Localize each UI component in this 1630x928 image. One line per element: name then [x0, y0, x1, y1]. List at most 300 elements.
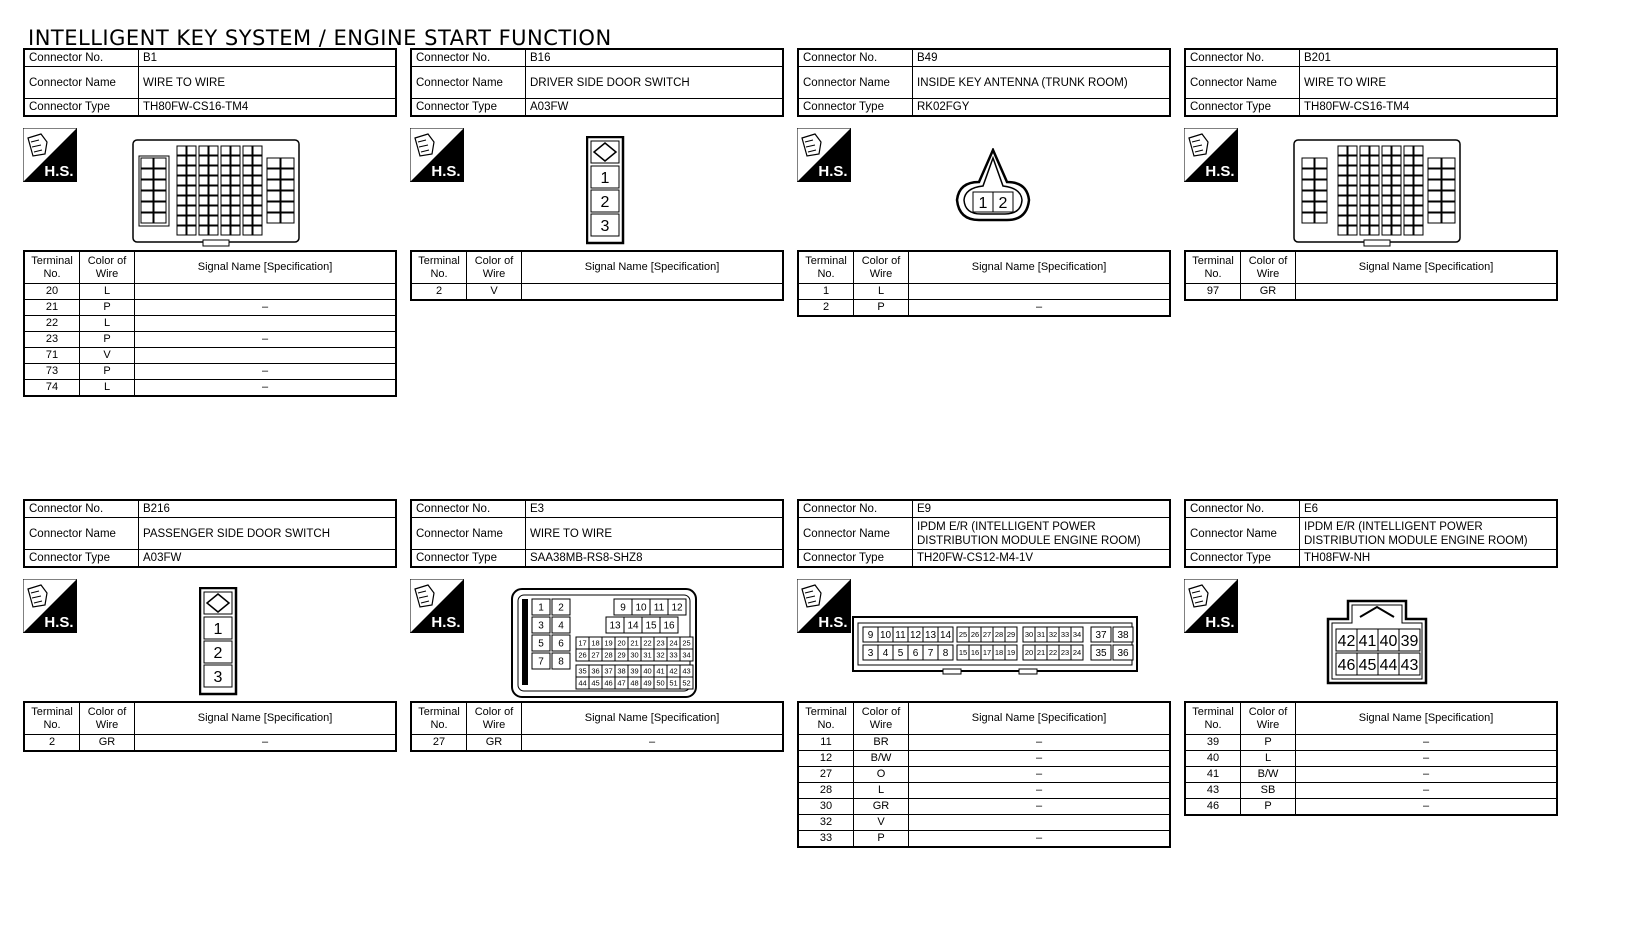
connector-no-value: E9 — [913, 500, 1171, 518]
signal-name-cell — [1296, 284, 1558, 301]
cavity-label: 36 — [591, 666, 600, 676]
terminal-no-cell: 97 — [1185, 284, 1241, 301]
table-row — [798, 751, 1170, 767]
connector-name-label: Connector Name — [798, 518, 913, 550]
hs-harness-side-icon — [797, 579, 851, 633]
connector-type-value: A03FW — [139, 550, 397, 568]
connector-type-label: Connector Type — [1185, 99, 1300, 117]
cavity-label: 31 — [1036, 630, 1046, 640]
cavity-label: 45 — [1358, 656, 1377, 674]
signal-name-header: Signal Name [Specification] — [909, 251, 1171, 284]
hs-harness-side-icon — [23, 128, 77, 182]
cavity-label: 8 — [942, 648, 949, 660]
connector-name-value: DRIVER SIDE DOOR SWITCH — [526, 67, 784, 99]
connector-no-label: Connector No. — [798, 49, 913, 67]
cavity-label: 41 — [656, 666, 665, 676]
cavity-label: 46 — [604, 678, 613, 688]
signal-name-cell — [909, 815, 1171, 831]
table-row — [798, 815, 1170, 831]
connector-no-value: B201 — [1300, 49, 1558, 67]
cavity-label: 30 — [630, 650, 639, 660]
signal-name-header: Signal Name [Specification] — [1296, 251, 1558, 284]
cavity-label: 27 — [591, 650, 600, 660]
connector-panel-e9 — [797, 499, 1171, 844]
cavity-label: 45 — [591, 678, 600, 688]
cavity-label: 3 — [213, 669, 223, 686]
table-row — [411, 284, 783, 301]
terminal-no-header: Terminal No. — [798, 251, 854, 284]
wire-color-cell: P — [1241, 735, 1296, 751]
cavity-label: 2 — [213, 645, 223, 662]
connector-name-value: IPDM E/R (INTELLIGENT POWER DISTRIBUTION MODULE ENGINE ROOM) — [1300, 518, 1558, 550]
terminal-no-cell: 46 — [1185, 799, 1241, 816]
signal-name-cell — [135, 284, 397, 300]
wire-color-cell: P — [854, 300, 909, 317]
cavity-label: 30 — [1024, 630, 1034, 640]
terminal-no-cell: 40 — [1185, 751, 1241, 767]
connector-name-value: PASSENGER SIDE DOOR SWITCH — [139, 518, 397, 550]
wire-color-cell: V — [854, 815, 909, 831]
connector-name-label: Connector Name — [411, 518, 526, 550]
cavity-label: 40 — [643, 666, 652, 676]
connector-header-table — [410, 499, 784, 568]
connector-no-label: Connector No. — [1185, 500, 1300, 518]
cavity-label: 18 — [591, 638, 600, 648]
cavity-label: 26 — [578, 650, 587, 660]
connector-name-label: Connector Name — [24, 67, 139, 99]
terminal-no-cell: 2 — [798, 300, 854, 317]
connector-header-table — [797, 499, 1171, 568]
terminal-no-cell: 32 — [798, 815, 854, 831]
signal-name-header: Signal Name [Specification] — [909, 702, 1171, 735]
cavity-label: 20 — [1024, 648, 1034, 658]
wire-color-cell: V — [80, 348, 135, 364]
cavity-label: 28 — [604, 650, 613, 660]
cavity-label: 25 — [682, 638, 691, 648]
signal-name-header: Signal Name [Specification] — [135, 251, 397, 284]
cavity-label: 10 — [635, 602, 647, 614]
table-row — [24, 300, 396, 316]
color-of-wire-header: Color of Wire — [854, 251, 909, 284]
cavity-label: 12 — [909, 630, 922, 642]
wire-color-cell: B/W — [1241, 767, 1296, 783]
signal-name-cell: – — [135, 300, 397, 316]
cavity-label: 25 — [958, 630, 968, 640]
signal-name-cell: – — [1296, 767, 1558, 783]
connector-header-table — [1184, 48, 1558, 117]
terminal-no-cell: 41 — [1185, 767, 1241, 783]
hs-label: H.S. — [818, 163, 848, 180]
cavity-label: 33 — [1060, 630, 1070, 640]
terminal-table — [1184, 250, 1558, 301]
cavity-label: 11 — [653, 602, 665, 614]
hs-harness-side-icon — [1184, 128, 1238, 182]
cavity-label: 20 — [617, 638, 626, 648]
hs-harness-side-icon — [410, 128, 464, 182]
signal-name-header: Signal Name [Specification] — [522, 702, 784, 735]
connector-face-diagram — [586, 136, 626, 246]
signal-name-cell: – — [909, 783, 1171, 799]
table-row — [411, 735, 783, 752]
connector-panel-b201 — [1184, 48, 1558, 297]
table-row — [798, 831, 1170, 848]
connector-type-label: Connector Type — [24, 99, 139, 117]
wire-color-cell: P — [80, 364, 135, 380]
cavity-label: 50 — [656, 678, 665, 688]
cavity-label: 32 — [1048, 630, 1058, 640]
cavity-label: 52 — [682, 678, 691, 688]
terminal-no-cell: 43 — [1185, 783, 1241, 799]
wire-color-cell: SB — [1241, 783, 1296, 799]
connector-face-diagram — [510, 587, 700, 699]
wire-color-cell: B/W — [854, 751, 909, 767]
cavity-label: 23 — [656, 638, 665, 648]
connector-name-label: Connector Name — [798, 67, 913, 99]
cavity-label: 7 — [538, 656, 544, 668]
table-row — [798, 783, 1170, 799]
cavity-label: 1 — [538, 602, 544, 614]
cavity-label: 37 — [1095, 630, 1107, 642]
cavity-label: 43 — [682, 666, 691, 676]
cavity-label: 38 — [1117, 630, 1129, 642]
cavity-label: 14 — [939, 630, 952, 642]
connector-no-label: Connector No. — [24, 49, 139, 67]
connector-type-value: RK02FGY — [913, 99, 1171, 117]
cavity-label: 9 — [620, 602, 626, 614]
terminal-no-cell: 71 — [24, 348, 80, 364]
wire-color-cell: L — [1241, 751, 1296, 767]
cavity-label: 51 — [669, 678, 678, 688]
cavity-label: 6 — [912, 648, 919, 660]
terminal-no-cell: 74 — [24, 380, 80, 397]
cavity-label: 17 — [578, 638, 587, 648]
cavity-label: 5 — [897, 648, 904, 660]
table-row — [1185, 783, 1557, 799]
cavity-label: 24 — [669, 638, 678, 648]
cavity-label: 31 — [643, 650, 652, 660]
signal-name-cell: – — [1296, 735, 1558, 751]
cavity-label: 29 — [1006, 630, 1016, 640]
hs-harness-side-icon — [1184, 579, 1238, 633]
connector-name-value: WIRE TO WIRE — [526, 518, 784, 550]
table-row — [24, 348, 396, 364]
connector-no-value: E3 — [526, 500, 784, 518]
wire-color-cell: GR — [854, 799, 909, 815]
connector-no-label: Connector No. — [798, 500, 913, 518]
cavity-label: 13 — [609, 620, 621, 632]
connector-face-diagram — [131, 136, 303, 248]
wire-color-cell: GR — [80, 735, 135, 752]
cavity-label: 14 — [627, 620, 639, 632]
cavity-label: 2 — [558, 602, 564, 614]
table-row — [798, 284, 1170, 300]
cavity-label: 15 — [645, 620, 657, 632]
signal-name-cell: – — [909, 767, 1171, 783]
table-row — [24, 316, 396, 332]
table-row — [24, 284, 396, 300]
signal-name-header: Signal Name [Specification] — [135, 702, 397, 735]
color-of-wire-header: Color of Wire — [80, 251, 135, 284]
connector-type-label: Connector Type — [411, 99, 526, 117]
cavity-label: 38 — [617, 666, 626, 676]
cavity-label: 16 — [970, 648, 980, 658]
cavity-label: 12 — [671, 602, 683, 614]
wire-color-cell: V — [467, 284, 522, 301]
terminal-no-cell: 28 — [798, 783, 854, 799]
connector-type-value: TH20FW-CS12-M4-1V — [913, 550, 1171, 568]
table-row — [24, 735, 396, 752]
table-row — [798, 767, 1170, 783]
cavity-label: 44 — [1379, 656, 1398, 674]
connector-type-value: A03FW — [526, 99, 784, 117]
terminal-no-cell: 33 — [798, 831, 854, 848]
wire-color-cell: GR — [467, 735, 522, 752]
cavity-label: 1 — [600, 170, 610, 187]
wire-color-cell: P — [854, 831, 909, 848]
cavity-label: 29 — [617, 650, 626, 660]
color-of-wire-header: Color of Wire — [467, 702, 522, 735]
cavity-label: 15 — [958, 648, 968, 658]
terminal-no-cell: 2 — [411, 284, 467, 301]
hs-harness-side-icon — [797, 128, 851, 182]
cavity-label: 11 — [895, 630, 906, 642]
signal-name-cell: – — [909, 831, 1171, 848]
terminal-table — [1184, 701, 1558, 816]
signal-name-header: Signal Name [Specification] — [522, 251, 784, 284]
cavity-label: 39 — [630, 666, 639, 676]
connector-type-label: Connector Type — [411, 550, 526, 568]
cavity-label: 36 — [1117, 648, 1129, 660]
cavity-label: 21 — [630, 638, 639, 648]
connector-no-value: B49 — [913, 49, 1171, 67]
connector-no-value: B16 — [526, 49, 784, 67]
cavity-label: 22 — [643, 638, 652, 648]
hs-label: H.S. — [431, 163, 461, 180]
terminal-table — [23, 250, 397, 397]
color-of-wire-header: Color of Wire — [1241, 251, 1296, 284]
hs-label: H.S. — [818, 614, 848, 631]
cavity-label: 34 — [1072, 630, 1082, 640]
wire-color-cell: P — [80, 332, 135, 348]
cavity-label: 49 — [643, 678, 652, 688]
cavity-label: 42 — [669, 666, 678, 676]
terminal-no-header: Terminal No. — [24, 251, 80, 284]
terminal-no-cell: 21 — [24, 300, 80, 316]
wire-color-cell: L — [854, 284, 909, 300]
connector-type-label: Connector Type — [24, 550, 139, 568]
table-row — [798, 300, 1170, 317]
cavity-label: 4 — [882, 648, 889, 660]
terminal-no-header: Terminal No. — [1185, 702, 1241, 735]
terminal-no-cell: 12 — [798, 751, 854, 767]
connector-name-value: WIRE TO WIRE — [1300, 67, 1558, 99]
connector-no-label: Connector No. — [411, 500, 526, 518]
table-row — [24, 380, 396, 397]
cavity-label: 7 — [927, 648, 934, 660]
signal-name-cell: – — [909, 735, 1171, 751]
signal-name-cell: – — [522, 735, 784, 752]
connector-face-diagram — [1322, 599, 1432, 687]
cavity-label: 18 — [994, 648, 1004, 658]
wire-color-cell: L — [854, 783, 909, 799]
cavity-label: 42 — [1337, 632, 1356, 650]
hs-harness-side-icon — [23, 579, 77, 633]
terminal-no-cell: 11 — [798, 735, 854, 751]
cavity-label: 2 — [998, 195, 1008, 212]
cavity-label: 41 — [1358, 632, 1377, 650]
signal-name-cell: – — [909, 300, 1171, 317]
connector-panel-b49 — [797, 48, 1171, 313]
hs-label: H.S. — [1205, 614, 1235, 631]
wire-color-cell: L — [80, 284, 135, 300]
signal-name-header: Signal Name [Specification] — [1296, 702, 1558, 735]
connector-no-value: B216 — [139, 500, 397, 518]
signal-name-cell: – — [135, 735, 397, 752]
wire-color-cell: O — [854, 767, 909, 783]
terminal-no-cell: 30 — [798, 799, 854, 815]
signal-name-cell: – — [1296, 751, 1558, 767]
table-row — [24, 332, 396, 348]
wire-color-cell: L — [80, 316, 135, 332]
signal-name-cell: – — [1296, 783, 1558, 799]
signal-name-cell — [522, 284, 784, 301]
cavity-label: 28 — [994, 630, 1004, 640]
cavity-label: 48 — [630, 678, 639, 688]
table-row — [1185, 767, 1557, 783]
terminal-no-cell: 20 — [24, 284, 80, 300]
cavity-label: 6 — [558, 638, 564, 650]
connector-header-table — [23, 499, 397, 568]
signal-name-cell: – — [135, 380, 397, 397]
connector-type-value: TH80FW-CS16-TM4 — [139, 99, 397, 117]
cavity-label: 1 — [978, 195, 988, 212]
connector-no-label: Connector No. — [24, 500, 139, 518]
wire-color-cell: BR — [854, 735, 909, 751]
table-row — [1185, 799, 1557, 816]
signal-name-cell: – — [909, 799, 1171, 815]
cavity-label: 16 — [663, 620, 675, 632]
hs-label: H.S. — [44, 163, 74, 180]
connector-no-label: Connector No. — [411, 49, 526, 67]
cavity-label: 17 — [982, 648, 992, 658]
hs-label: H.S. — [44, 614, 74, 631]
signal-name-cell: – — [909, 751, 1171, 767]
terminal-no-cell: 2 — [24, 735, 80, 752]
color-of-wire-header: Color of Wire — [1241, 702, 1296, 735]
terminal-table — [797, 701, 1171, 848]
cavity-label: 47 — [617, 678, 626, 688]
terminal-no-cell: 27 — [798, 767, 854, 783]
terminal-no-header: Terminal No. — [1185, 251, 1241, 284]
wire-color-cell: P — [80, 300, 135, 316]
connector-face-diagram — [851, 615, 1141, 675]
cavity-label: 8 — [558, 656, 564, 668]
terminal-no-cell: 22 — [24, 316, 80, 332]
cavity-label: 39 — [1400, 632, 1419, 650]
cavity-label: 37 — [604, 666, 613, 676]
terminal-no-header: Terminal No. — [798, 702, 854, 735]
connector-header-table — [1184, 499, 1558, 568]
connector-type-value: TH80FW-CS16-TM4 — [1300, 99, 1558, 117]
connector-no-value: E6 — [1300, 500, 1558, 518]
connector-header-table — [797, 48, 1171, 117]
terminal-no-cell: 73 — [24, 364, 80, 380]
table-row — [1185, 751, 1557, 767]
table-row — [1185, 284, 1557, 301]
cavity-label: 5 — [538, 638, 544, 650]
terminal-no-cell: 23 — [24, 332, 80, 348]
connector-type-label: Connector Type — [798, 99, 913, 117]
signal-name-cell — [135, 316, 397, 332]
connector-panel-b216 — [23, 499, 397, 748]
connector-name-label: Connector Name — [24, 518, 139, 550]
cavity-label: 34 — [682, 650, 691, 660]
table-row — [798, 799, 1170, 815]
signal-name-cell: – — [135, 364, 397, 380]
cavity-label: 19 — [1006, 648, 1016, 658]
terminal-table — [23, 701, 397, 752]
signal-name-cell — [135, 348, 397, 364]
cavity-label: 22 — [1048, 648, 1058, 658]
terminal-table — [410, 701, 784, 752]
cavity-label: 27 — [982, 630, 992, 640]
table-row — [24, 364, 396, 380]
table-row — [798, 735, 1170, 751]
terminal-no-header: Terminal No. — [24, 702, 80, 735]
color-of-wire-header: Color of Wire — [467, 251, 522, 284]
wire-color-cell: L — [80, 380, 135, 397]
cavity-label: 44 — [578, 678, 587, 688]
connector-type-label: Connector Type — [1185, 550, 1300, 568]
terminal-table — [797, 250, 1171, 317]
table-row — [1185, 735, 1557, 751]
connector-face-diagram — [955, 148, 1035, 226]
color-of-wire-header: Color of Wire — [80, 702, 135, 735]
connector-panel-b16 — [410, 48, 784, 297]
wire-color-cell: GR — [1241, 284, 1296, 301]
cavity-label: 10 — [879, 630, 892, 642]
cavity-label: 26 — [970, 630, 980, 640]
cavity-label: 19 — [604, 638, 613, 648]
connector-name-label: Connector Name — [1185, 518, 1300, 550]
terminal-no-cell: 39 — [1185, 735, 1241, 751]
page-title: INTELLIGENT KEY SYSTEM / ENGINE START FUNCTION — [28, 26, 612, 50]
cavity-label: 9 — [867, 630, 874, 642]
connector-face-diagram — [199, 587, 239, 697]
connector-type-value: SAA38MB-RS8-SHZ8 — [526, 550, 784, 568]
terminal-table — [410, 250, 784, 301]
cavity-label: 23 — [1060, 648, 1070, 658]
cavity-label: 3 — [867, 648, 874, 660]
connector-panel-b1 — [23, 48, 397, 393]
terminal-no-cell: 27 — [411, 735, 467, 752]
wire-color-cell: P — [1241, 799, 1296, 816]
connector-name-value: INSIDE KEY ANTENNA (TRUNK ROOM) — [913, 67, 1171, 99]
connector-panel-e6 — [1184, 499, 1558, 812]
cavity-label: 4 — [558, 620, 564, 632]
cavity-label: 13 — [924, 630, 937, 642]
cavity-label: 40 — [1379, 632, 1398, 650]
connector-name-value: WIRE TO WIRE — [139, 67, 397, 99]
terminal-no-header: Terminal No. — [411, 251, 467, 284]
connector-type-value: TH08FW-NH — [1300, 550, 1558, 568]
cavity-label: 35 — [578, 666, 587, 676]
connector-header-table — [23, 48, 397, 117]
connector-header-table — [410, 48, 784, 117]
connector-no-label: Connector No. — [1185, 49, 1300, 67]
hs-label: H.S. — [1205, 163, 1235, 180]
cavity-label: 46 — [1337, 656, 1356, 674]
